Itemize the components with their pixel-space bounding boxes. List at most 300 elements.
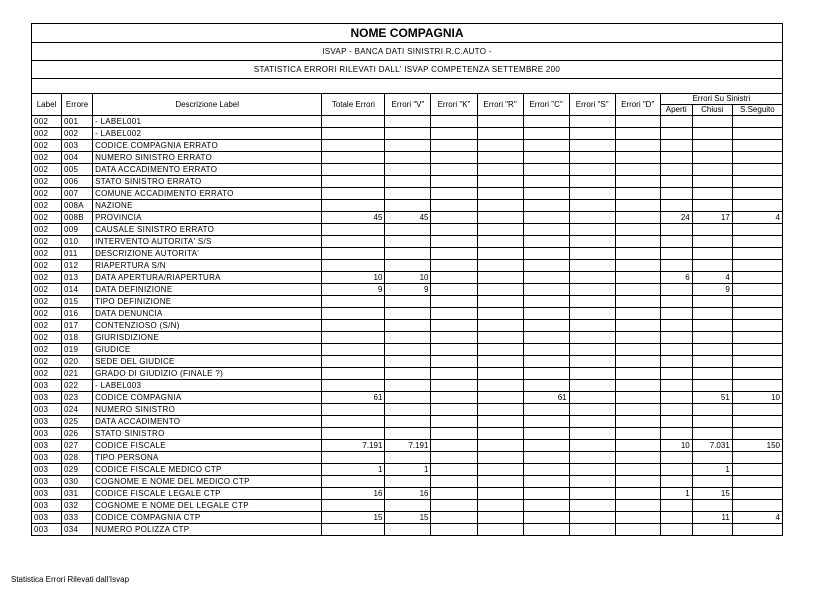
table-row xyxy=(32,188,783,200)
cell-totale xyxy=(322,152,385,164)
cell-totale: 15 xyxy=(322,512,385,524)
cell-label: 003 xyxy=(32,416,62,428)
cell-errori-k xyxy=(431,476,477,488)
cell-chiusi xyxy=(692,140,732,152)
cell-chiusi xyxy=(692,332,732,344)
cell-errore: 020 xyxy=(62,356,93,368)
cell-errore: 009 xyxy=(62,224,93,236)
cell-errori-s xyxy=(569,116,615,128)
cell-errori-r xyxy=(477,404,523,416)
cell-errore: 006 xyxy=(62,176,93,188)
cell-label: 003 xyxy=(32,524,62,536)
cell-descrizione: NAZIONE xyxy=(93,200,322,212)
cell-seguito xyxy=(732,248,782,260)
table-row xyxy=(32,476,783,488)
cell-errori-r xyxy=(477,176,523,188)
cell-errori-d xyxy=(615,164,660,176)
col-header-chiusi: Chiusi xyxy=(692,105,732,116)
cell-seguito xyxy=(732,260,782,272)
cell-errori-c xyxy=(523,296,569,308)
cell-errori-c xyxy=(523,152,569,164)
cell-errori-r xyxy=(477,440,523,452)
cell-aperti xyxy=(660,524,692,536)
table-row xyxy=(32,440,783,452)
cell-errori-s xyxy=(569,416,615,428)
cell-errori-r xyxy=(477,260,523,272)
cell-errori-r xyxy=(477,152,523,164)
table-row xyxy=(32,236,783,248)
cell-errore: 010 xyxy=(62,236,93,248)
cell-errori-s xyxy=(569,164,615,176)
table-row xyxy=(32,524,783,536)
cell-errore: 016 xyxy=(62,308,93,320)
cell-errori-d xyxy=(615,272,660,284)
cell-errori-c xyxy=(523,500,569,512)
col-header-totale: Totale Errori xyxy=(322,94,385,116)
cell-totale xyxy=(322,116,385,128)
cell-label: 002 xyxy=(32,260,62,272)
cell-label: 002 xyxy=(32,344,62,356)
cell-label: 002 xyxy=(32,332,62,344)
table-row xyxy=(32,404,783,416)
cell-errore: 026 xyxy=(62,428,93,440)
cell-errori-k xyxy=(431,524,477,536)
cell-errore: 003 xyxy=(62,140,93,152)
cell-errore: 017 xyxy=(62,320,93,332)
cell-errori-c xyxy=(523,512,569,524)
table-row xyxy=(32,416,783,428)
cell-errori-c xyxy=(523,440,569,452)
cell-totale: 16 xyxy=(322,488,385,500)
cell-label: 002 xyxy=(32,140,62,152)
cell-errori-r xyxy=(477,320,523,332)
cell-totale xyxy=(322,128,385,140)
cell-chiusi xyxy=(692,248,732,260)
cell-errori-c xyxy=(523,116,569,128)
cell-errore: 015 xyxy=(62,296,93,308)
cell-aperti xyxy=(660,116,692,128)
cell-errori-s xyxy=(569,152,615,164)
cell-chiusi: 11 xyxy=(692,512,732,524)
cell-errori-d xyxy=(615,368,660,380)
cell-errori-c xyxy=(523,248,569,260)
cell-errori-c xyxy=(523,404,569,416)
cell-seguito xyxy=(732,404,782,416)
cell-totale xyxy=(322,428,385,440)
cell-errori-s xyxy=(569,392,615,404)
cell-totale xyxy=(322,368,385,380)
cell-descrizione: DATA APERTURA/RIAPERTURA xyxy=(93,272,322,284)
table-body xyxy=(32,116,783,536)
table-row xyxy=(32,200,783,212)
cell-errori-c xyxy=(523,452,569,464)
cell-aperti xyxy=(660,380,692,392)
cell-descrizione: COGNOME E NOME DEL LEGALE CTP xyxy=(93,500,322,512)
cell-errori-c xyxy=(523,140,569,152)
table-row xyxy=(32,176,783,188)
cell-errori-r xyxy=(477,308,523,320)
cell-errori-s xyxy=(569,488,615,500)
cell-errori-k xyxy=(431,296,477,308)
cell-errori-v xyxy=(385,140,431,152)
cell-descrizione: DATA ACCADIMENTO ERRATO xyxy=(93,164,322,176)
cell-seguito xyxy=(732,524,782,536)
cell-errori-v: 9 xyxy=(385,284,431,296)
cell-errore: 018 xyxy=(62,332,93,344)
table-row xyxy=(32,428,783,440)
cell-aperti xyxy=(660,392,692,404)
cell-seguito xyxy=(732,356,782,368)
cell-seguito xyxy=(732,164,782,176)
cell-descrizione: - LABEL002 xyxy=(93,128,322,140)
cell-errori-d xyxy=(615,152,660,164)
cell-errori-v xyxy=(385,500,431,512)
cell-errori-k xyxy=(431,380,477,392)
cell-seguito xyxy=(732,284,782,296)
cell-seguito xyxy=(732,272,782,284)
cell-chiusi xyxy=(692,320,732,332)
cell-errori-r xyxy=(477,140,523,152)
cell-errori-c xyxy=(523,416,569,428)
cell-aperti xyxy=(660,500,692,512)
cell-totale xyxy=(322,476,385,488)
errors-table xyxy=(31,93,783,536)
cell-errori-c xyxy=(523,284,569,296)
cell-seguito xyxy=(732,428,782,440)
table-row xyxy=(32,212,783,224)
cell-errori-v xyxy=(385,392,431,404)
cell-errori-c xyxy=(523,320,569,332)
cell-errore: 027 xyxy=(62,440,93,452)
cell-errori-k xyxy=(431,440,477,452)
cell-label: 003 xyxy=(32,392,62,404)
cell-errori-v xyxy=(385,236,431,248)
cell-totale: 10 xyxy=(322,272,385,284)
cell-descrizione: DATA DEFINIZIONE xyxy=(93,284,322,296)
cell-descrizione: INTERVENTO AUTORITA' S/S xyxy=(93,236,322,248)
cell-totale xyxy=(322,260,385,272)
cell-errori-k xyxy=(431,332,477,344)
table-row xyxy=(32,512,783,524)
cell-errori-d xyxy=(615,260,660,272)
cell-errori-k xyxy=(431,452,477,464)
cell-errori-d xyxy=(615,128,660,140)
cell-chiusi xyxy=(692,296,732,308)
cell-errori-r xyxy=(477,224,523,236)
cell-chiusi xyxy=(692,368,732,380)
cell-errori-c xyxy=(523,188,569,200)
cell-errori-d xyxy=(615,248,660,260)
cell-descrizione: CODICE FISCALE xyxy=(93,440,322,452)
cell-errori-k xyxy=(431,344,477,356)
cell-label: 003 xyxy=(32,380,62,392)
cell-errori-k xyxy=(431,464,477,476)
cell-errori-k xyxy=(431,284,477,296)
cell-errori-v xyxy=(385,380,431,392)
cell-errori-k xyxy=(431,272,477,284)
cell-label: 002 xyxy=(32,308,62,320)
table-row xyxy=(32,284,783,296)
cell-errori-s xyxy=(569,440,615,452)
cell-errori-r xyxy=(477,500,523,512)
cell-errori-s xyxy=(569,248,615,260)
table-row xyxy=(32,308,783,320)
cell-aperti: 6 xyxy=(660,272,692,284)
cell-errore: 028 xyxy=(62,452,93,464)
cell-descrizione: CONTENZIOSO (S/N) xyxy=(93,320,322,332)
cell-errori-c xyxy=(523,164,569,176)
cell-errore: 002 xyxy=(62,128,93,140)
cell-errori-r xyxy=(477,296,523,308)
cell-errori-k xyxy=(431,416,477,428)
cell-descrizione: PROVINCIA xyxy=(93,212,322,224)
cell-aperti xyxy=(660,368,692,380)
cell-label: 002 xyxy=(32,320,62,332)
cell-errori-c xyxy=(523,236,569,248)
cell-errori-d xyxy=(615,356,660,368)
cell-totale xyxy=(322,188,385,200)
cell-chiusi xyxy=(692,416,732,428)
cell-errori-s xyxy=(569,344,615,356)
cell-errori-d xyxy=(615,320,660,332)
table-row xyxy=(32,248,783,260)
cell-errori-k xyxy=(431,248,477,260)
cell-aperti: 10 xyxy=(660,440,692,452)
cell-errori-d xyxy=(615,404,660,416)
cell-seguito xyxy=(732,320,782,332)
cell-seguito xyxy=(732,368,782,380)
cell-descrizione: GRADO DI GIUDIZIO (FINALE ?) xyxy=(93,368,322,380)
cell-errori-k xyxy=(431,200,477,212)
cell-seguito xyxy=(732,452,782,464)
cell-aperti xyxy=(660,428,692,440)
cell-errore: 008B xyxy=(62,212,93,224)
cell-seguito: 4 xyxy=(732,212,782,224)
cell-errori-c xyxy=(523,356,569,368)
cell-totale: 1 xyxy=(322,464,385,476)
cell-seguito xyxy=(732,476,782,488)
cell-errori-d xyxy=(615,428,660,440)
cell-totale xyxy=(322,164,385,176)
cell-errori-d xyxy=(615,332,660,344)
cell-errore: 034 xyxy=(62,524,93,536)
table-row xyxy=(32,464,783,476)
cell-errori-r xyxy=(477,236,523,248)
cell-label: 002 xyxy=(32,212,62,224)
cell-errori-c xyxy=(523,488,569,500)
cell-descrizione: STATO SINISTRO xyxy=(93,428,322,440)
cell-errori-v xyxy=(385,164,431,176)
cell-aperti xyxy=(660,188,692,200)
cell-descrizione: COGNOME E NOME DEL MEDICO CTP xyxy=(93,476,322,488)
cell-errori-s xyxy=(569,320,615,332)
cell-seguito xyxy=(732,308,782,320)
spacer-row xyxy=(31,78,783,93)
cell-chiusi xyxy=(692,260,732,272)
cell-errori-s xyxy=(569,500,615,512)
cell-errori-d xyxy=(615,464,660,476)
cell-errore: 008A xyxy=(62,200,93,212)
col-group-errori-su-sinistri: Errori Su Sinistri xyxy=(660,94,782,105)
col-header-errori-v: Errori "V" xyxy=(385,94,431,116)
cell-totale xyxy=(322,356,385,368)
table-row xyxy=(32,452,783,464)
cell-errori-k xyxy=(431,320,477,332)
cell-errori-v xyxy=(385,152,431,164)
table-row xyxy=(32,392,783,404)
cell-label: 002 xyxy=(32,116,62,128)
page-footer: Statistica Errori Rilevati dall'Isvap xyxy=(11,575,130,584)
cell-errori-v xyxy=(385,176,431,188)
cell-seguito xyxy=(732,344,782,356)
cell-descrizione: NUMERO POLIZZA CTP xyxy=(93,524,322,536)
cell-errori-c xyxy=(523,212,569,224)
cell-seguito xyxy=(732,296,782,308)
cell-errori-r xyxy=(477,212,523,224)
cell-totale xyxy=(322,320,385,332)
cell-label: 002 xyxy=(32,176,62,188)
cell-errori-d xyxy=(615,224,660,236)
cell-errori-k xyxy=(431,368,477,380)
table-row xyxy=(32,224,783,236)
cell-aperti xyxy=(660,356,692,368)
cell-seguito: 150 xyxy=(732,440,782,452)
table-row xyxy=(32,500,783,512)
cell-errori-v xyxy=(385,416,431,428)
cell-errori-r xyxy=(477,392,523,404)
cell-errori-k xyxy=(431,164,477,176)
cell-errori-s xyxy=(569,128,615,140)
cell-chiusi xyxy=(692,344,732,356)
cell-errore: 022 xyxy=(62,380,93,392)
cell-errori-d xyxy=(615,440,660,452)
cell-chiusi xyxy=(692,500,732,512)
cell-descrizione: DATA DENUNCIA xyxy=(93,308,322,320)
table-row xyxy=(32,488,783,500)
cell-aperti xyxy=(660,476,692,488)
cell-totale: 7.191 xyxy=(322,440,385,452)
cell-aperti: 1 xyxy=(660,488,692,500)
cell-errori-r xyxy=(477,512,523,524)
cell-errori-r xyxy=(477,356,523,368)
cell-totale xyxy=(322,380,385,392)
cell-label: 002 xyxy=(32,284,62,296)
cell-errori-r xyxy=(477,188,523,200)
cell-seguito xyxy=(732,224,782,236)
cell-errori-v xyxy=(385,188,431,200)
cell-totale: 45 xyxy=(322,212,385,224)
cell-errori-v xyxy=(385,404,431,416)
cell-label: 002 xyxy=(32,272,62,284)
cell-errori-r xyxy=(477,428,523,440)
table-row xyxy=(32,344,783,356)
cell-chiusi xyxy=(692,188,732,200)
cell-errori-k xyxy=(431,128,477,140)
table-row xyxy=(32,140,783,152)
cell-label: 002 xyxy=(32,296,62,308)
cell-errori-k xyxy=(431,260,477,272)
cell-errori-c xyxy=(523,128,569,140)
cell-errori-r xyxy=(477,476,523,488)
cell-seguito xyxy=(732,416,782,428)
col-header-errori-c: Errori "C" xyxy=(523,94,569,116)
cell-aperti xyxy=(660,452,692,464)
cell-errori-d xyxy=(615,392,660,404)
cell-label: 003 xyxy=(32,512,62,524)
cell-totale xyxy=(322,140,385,152)
cell-chiusi xyxy=(692,356,732,368)
cell-errori-k xyxy=(431,428,477,440)
cell-label: 003 xyxy=(32,464,62,476)
cell-errori-v xyxy=(385,116,431,128)
cell-errori-c xyxy=(523,332,569,344)
cell-chiusi xyxy=(692,476,732,488)
col-header-errori-d: Errori "D" xyxy=(615,94,660,116)
cell-errori-s xyxy=(569,140,615,152)
cell-chiusi xyxy=(692,224,732,236)
cell-errori-v xyxy=(385,128,431,140)
cell-errori-d xyxy=(615,524,660,536)
cell-label: 003 xyxy=(32,452,62,464)
cell-errori-v xyxy=(385,428,431,440)
cell-errore: 004 xyxy=(62,152,93,164)
cell-label: 002 xyxy=(32,152,62,164)
cell-errori-v: 10 xyxy=(385,272,431,284)
table-row xyxy=(32,332,783,344)
cell-seguito xyxy=(732,332,782,344)
cell-errore: 032 xyxy=(62,500,93,512)
cell-errori-s xyxy=(569,332,615,344)
col-header-errori-r: Errori "R" xyxy=(477,94,523,116)
cell-label: 002 xyxy=(32,356,62,368)
cell-aperti xyxy=(660,344,692,356)
cell-label: 002 xyxy=(32,248,62,260)
cell-errori-k xyxy=(431,500,477,512)
cell-errori-d xyxy=(615,236,660,248)
cell-errore: 005 xyxy=(62,164,93,176)
cell-errori-c: 61 xyxy=(523,392,569,404)
cell-errori-c xyxy=(523,380,569,392)
cell-errore: 019 xyxy=(62,344,93,356)
cell-chiusi xyxy=(692,176,732,188)
cell-totale: 61 xyxy=(322,392,385,404)
cell-errore: 029 xyxy=(62,464,93,476)
cell-errore: 012 xyxy=(62,260,93,272)
cell-errori-d xyxy=(615,284,660,296)
cell-errori-r xyxy=(477,416,523,428)
cell-aperti xyxy=(660,512,692,524)
cell-errori-s xyxy=(569,200,615,212)
cell-errore: 014 xyxy=(62,284,93,296)
cell-totale xyxy=(322,200,385,212)
table-row xyxy=(32,260,783,272)
cell-label: 003 xyxy=(32,428,62,440)
cell-errori-v xyxy=(385,224,431,236)
cell-errori-k xyxy=(431,140,477,152)
cell-errori-s xyxy=(569,356,615,368)
table-row xyxy=(32,272,783,284)
cell-aperti xyxy=(660,224,692,236)
cell-label: 002 xyxy=(32,188,62,200)
cell-descrizione: STATO SINISTRO ERRATO xyxy=(93,176,322,188)
cell-errori-c xyxy=(523,344,569,356)
cell-errori-k xyxy=(431,236,477,248)
cell-chiusi: 1 xyxy=(692,464,732,476)
cell-totale xyxy=(322,176,385,188)
cell-chiusi: 17 xyxy=(692,212,732,224)
cell-errori-r xyxy=(477,128,523,140)
cell-descrizione: TIPO DEFINIZIONE xyxy=(93,296,322,308)
